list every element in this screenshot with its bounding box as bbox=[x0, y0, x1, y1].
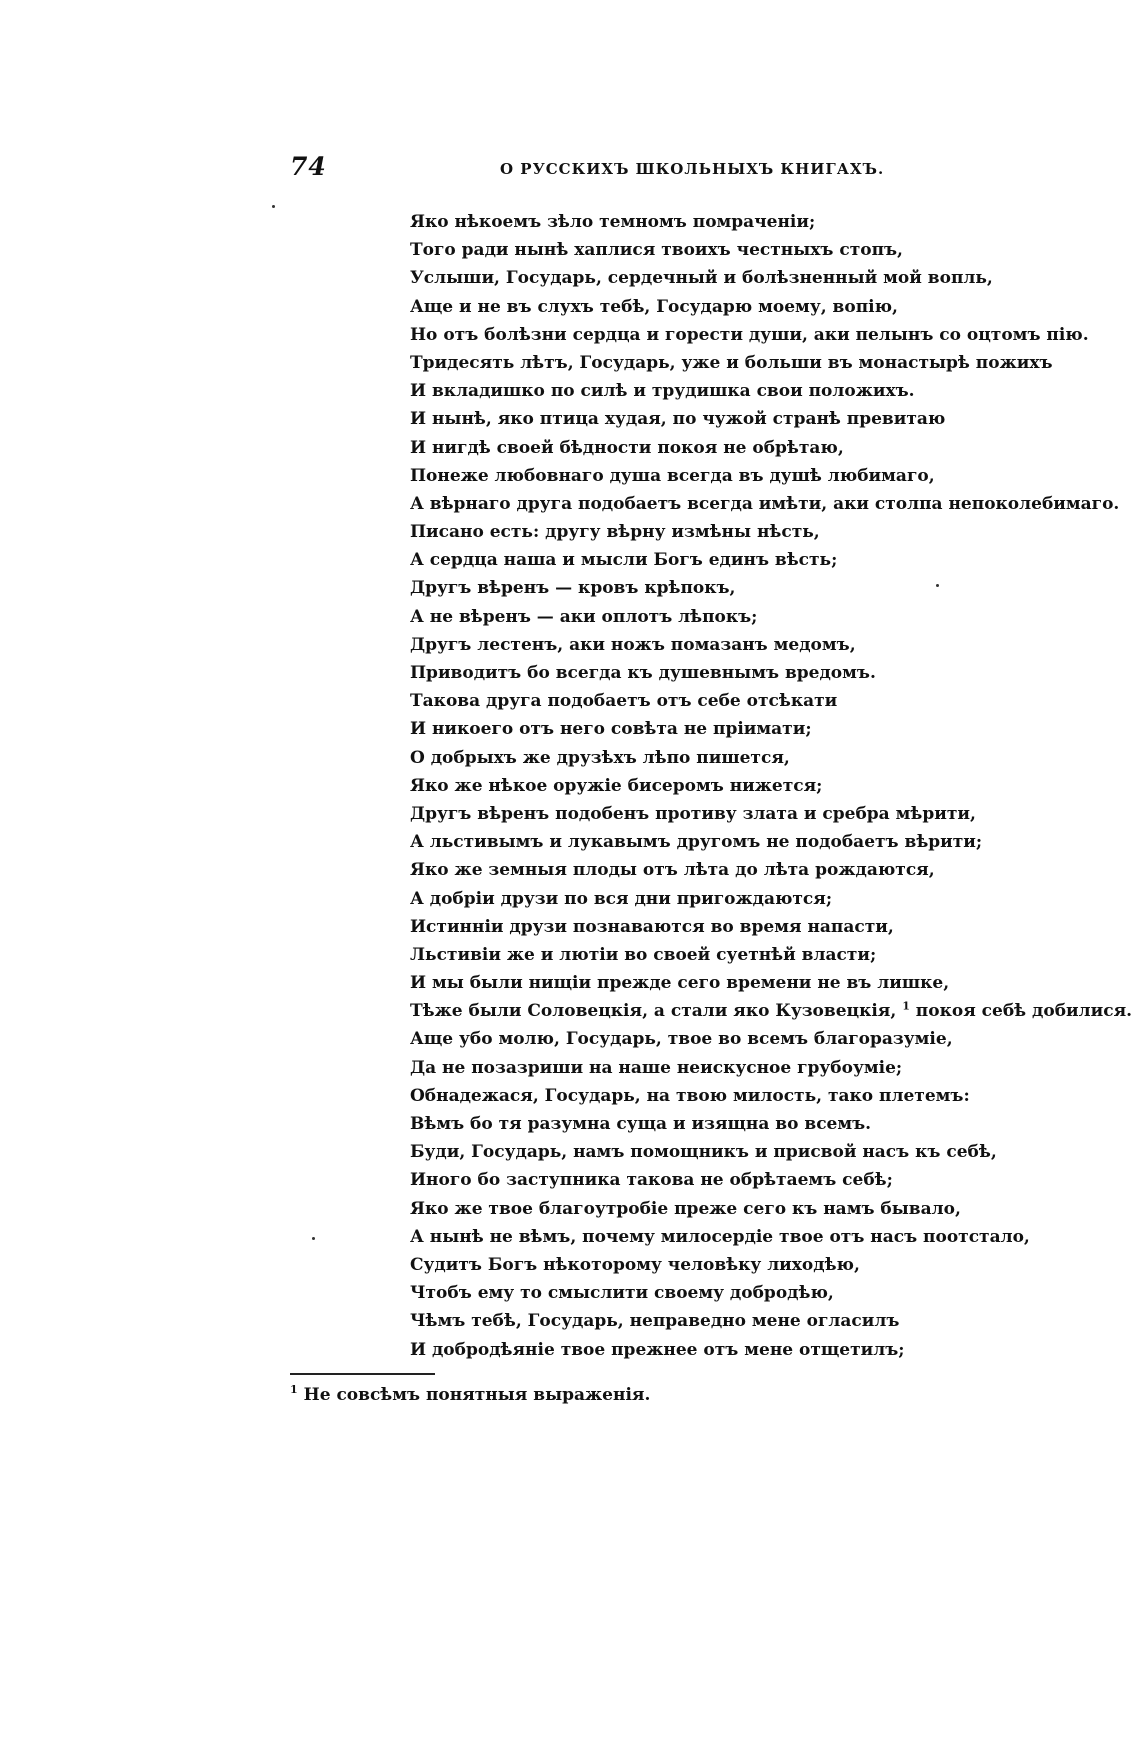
verse-line: И нигдѣ своей бѣдности покоя не обрѣтаю, bbox=[410, 437, 844, 458]
verse-line: И вкладишко по силѣ и трудишка свои положихъ. bbox=[410, 381, 915, 402]
verse-line: Яко же твое благоутробіе преже сего къ намъ бывало, bbox=[410, 1198, 961, 1219]
running-head: О РУССКИХЪ ШКОЛЬНЫХЪ КНИГАХЪ. bbox=[500, 160, 885, 178]
verse-line: Да не позазриши на наше неискусное грубоуміе; bbox=[410, 1057, 903, 1078]
verse-line: Аще и не въ слухъ тебѣ, Государю моему, вопію, bbox=[410, 296, 898, 317]
verse-line: Того ради нынѣ хаплися твоихъ честныхъ стопъ, bbox=[410, 240, 903, 261]
verse-line: А льстивымъ и лукавымъ другомъ не подобаетъ вѣрити; bbox=[410, 832, 983, 853]
verse-line: Другъ вѣренъ — кровъ крѣпокъ, bbox=[410, 578, 736, 599]
page-number: 74 bbox=[290, 152, 327, 181]
verse-line: Яко же земныя плоды отъ лѣта до лѣта рождаются, bbox=[410, 860, 935, 881]
verse-line: Такова друга подобаетъ отъ себе отсѣкати bbox=[410, 691, 838, 712]
verse-line bbox=[410, 997, 1133, 1025]
verse-line-text: покоя себѣ добилися. bbox=[909, 1001, 1133, 1022]
verse-line: Вѣмъ бо тя разумна суща и изящна во всемъ. bbox=[410, 1114, 872, 1134]
verse-block bbox=[410, 208, 1133, 1364]
verse-line: Приводитъ бо всегда къ душевнымъ вредомъ. bbox=[410, 663, 876, 683]
verse-line: Яко нѣкоемъ зѣло темномъ помраченіи; bbox=[410, 212, 816, 232]
footnote-reference: 1 bbox=[902, 999, 910, 1013]
verse-line: А не вѣренъ — аки оплотъ лѣпокъ; bbox=[410, 606, 758, 627]
verse-line: И никоего отъ него совѣта не пріимати; bbox=[410, 719, 812, 740]
verse-line: И нынѣ, яко птица худая, по чужой странѣ превитаю bbox=[410, 409, 946, 430]
verse-line: И мы были нищіи прежде сего времени не въ лишке, bbox=[410, 973, 950, 994]
verse-line: Льстивіи же и лютіи во своей суетнѣй власти; bbox=[410, 944, 877, 965]
verse-line: Другъ лестенъ, аки ножъ помазанъ медомъ, bbox=[410, 634, 856, 655]
print-speck bbox=[272, 205, 275, 208]
verse-line: А добріи друзи по вся дни пригождаются; bbox=[410, 888, 833, 909]
verse-line: Яко же нѣкое оружіе бисеромъ нижется; bbox=[410, 775, 823, 796]
verse-line-text: Тѣже были Соловецкія, а стали яко Кузовецкія, bbox=[410, 1001, 897, 1022]
verse-line: Чѣмъ тебѣ, Государь, неправедно мене огласилъ bbox=[410, 1311, 900, 1332]
verse-line: А нынѣ не вѣмъ, почему милосердіе твое отъ насъ поотстало, bbox=[410, 1226, 1030, 1247]
verse-line: О добрыхъ же друзѣхъ лѣпо пишется, bbox=[410, 747, 790, 768]
verse-line: Истинніи друзи познаваются во время напасти, bbox=[410, 916, 894, 937]
verse-line: Обнадежася, Государь, на твою милость, тако плетемъ: bbox=[410, 1085, 970, 1106]
verse-line: Тридесять лѣтъ, Государь, уже и больши въ монастырѣ пожихъ bbox=[410, 352, 1053, 373]
footnote-rule bbox=[290, 1373, 435, 1375]
verse-line: Понеже любовнаго душа всегда въ душѣ любимаго, bbox=[410, 465, 935, 486]
footnote-number: 1 bbox=[290, 1383, 298, 1397]
footnote bbox=[290, 1385, 650, 1405]
verse-line: Буди, Государь, намъ помощникъ и присвой насъ къ себѣ, bbox=[410, 1142, 997, 1163]
verse-line: Иного бо заступника такова не обрѣтаемъ себѣ; bbox=[410, 1170, 893, 1191]
print-speck bbox=[936, 584, 939, 587]
verse-line: И добродѣяніе твое прежнее отъ мене отщетилъ; bbox=[410, 1339, 905, 1360]
verse-line: А сердца наша и мысли Богъ единъ вѣсть; bbox=[410, 550, 838, 571]
verse-line: Судитъ Богъ нѣкоторому человѣку лиходѣю, bbox=[410, 1254, 860, 1275]
verse-line: Аще убо молю, Государь, твое во всемъ благоразуміе, bbox=[410, 1029, 953, 1050]
verse-line: Писано есть: другу вѣрну измѣны нѣсть, bbox=[410, 522, 820, 543]
verse-line: Чтобъ ему то смыслити своему добродѣю, bbox=[410, 1283, 834, 1304]
verse-line: Услыши, Государь, сердечный и болѣзненный мой вопль, bbox=[410, 268, 993, 289]
footnote-text: Не совсѣмъ понятныя выраженія. bbox=[303, 1385, 651, 1405]
print-speck bbox=[312, 1237, 315, 1240]
verse-line: Другъ вѣренъ подобенъ противу злата и сребра мѣрити, bbox=[410, 803, 976, 824]
verse-line: Но отъ болѣзни сердца и горести души, аки пелынъ со оцтомъ пію. bbox=[410, 324, 1089, 345]
verse-line: А вѣрнаго друга подобаетъ всегда имѣти, аки столпа непоколебимаго. bbox=[410, 493, 1120, 514]
